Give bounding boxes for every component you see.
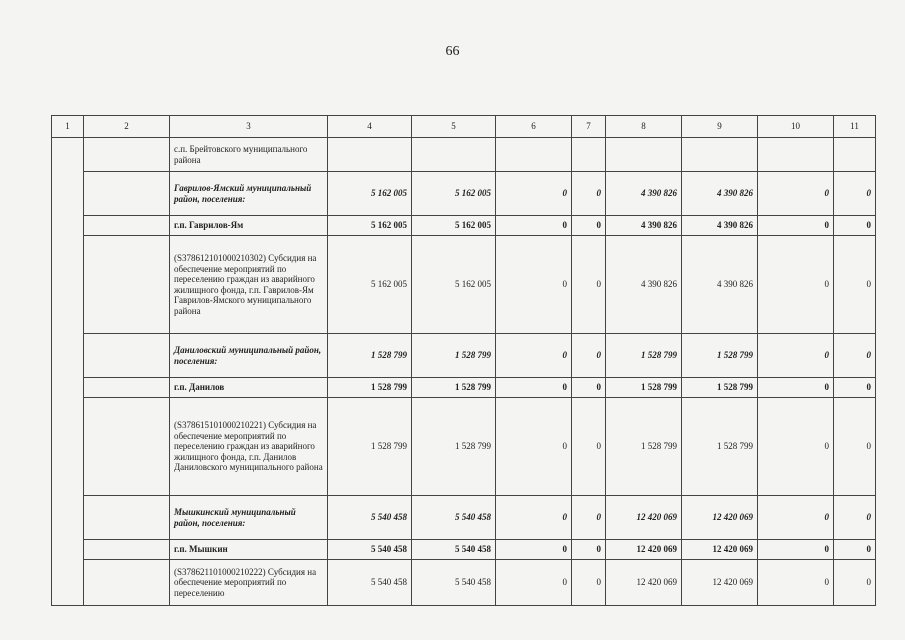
value-cell: 0 <box>834 560 876 606</box>
column-header: 1 <box>52 116 84 138</box>
col2-cell <box>84 496 170 540</box>
value-cell: 4 390 826 <box>682 236 758 334</box>
value-cell: 4 390 826 <box>606 236 682 334</box>
column-header: 5 <box>412 116 496 138</box>
row-name: с.п. Брейтовского муниципального района <box>170 138 328 172</box>
value-cell: 0 <box>758 560 834 606</box>
table-row-district <box>52 172 876 216</box>
value-cell: 0 <box>834 496 876 540</box>
value-cell: 0 <box>496 172 572 216</box>
value-cell: 5 162 005 <box>412 216 496 236</box>
value-cell: 1 528 799 <box>412 378 496 398</box>
col2-cell <box>84 138 170 172</box>
column-header: 4 <box>328 116 412 138</box>
col2-cell <box>84 398 170 496</box>
col2-cell <box>84 236 170 334</box>
value-cell: 5 540 458 <box>412 560 496 606</box>
value-cell: 1 528 799 <box>328 334 412 378</box>
row-name: (S378621101000210222) Субсидия на обеспечение мероприятий по переселению <box>170 560 328 606</box>
value-cell: 0 <box>834 540 876 560</box>
table-row-settlement <box>52 540 876 560</box>
value-cell: 0 <box>572 398 606 496</box>
value-cell: 4 390 826 <box>682 172 758 216</box>
value-cell: 1 528 799 <box>328 378 412 398</box>
table-row-settlement <box>52 378 876 398</box>
value-cell: 1 528 799 <box>328 398 412 496</box>
value-cell: 0 <box>496 398 572 496</box>
value-cell: 5 162 005 <box>328 172 412 216</box>
value-cell <box>606 138 682 172</box>
col2-cell <box>84 216 170 236</box>
col2-cell <box>84 334 170 378</box>
value-cell: 0 <box>758 236 834 334</box>
value-cell <box>572 138 606 172</box>
value-cell: 0 <box>834 236 876 334</box>
value-cell: 0 <box>496 378 572 398</box>
value-cell: 0 <box>496 496 572 540</box>
column-header: 7 <box>572 116 606 138</box>
column-header: 6 <box>496 116 572 138</box>
value-cell: 0 <box>758 378 834 398</box>
value-cell: 0 <box>758 334 834 378</box>
value-cell: 5 540 458 <box>328 560 412 606</box>
value-cell: 5 540 458 <box>412 540 496 560</box>
value-cell: 0 <box>834 334 876 378</box>
value-cell: 1 528 799 <box>606 378 682 398</box>
column-header: 11 <box>834 116 876 138</box>
value-cell: 1 528 799 <box>412 398 496 496</box>
value-cell: 0 <box>572 540 606 560</box>
table-row-subsidy <box>52 236 876 334</box>
value-cell: 0 <box>572 172 606 216</box>
row-name: Мышкинский муниципальный район, поселения: <box>170 496 328 540</box>
value-cell: 0 <box>496 236 572 334</box>
value-cell: 0 <box>758 216 834 236</box>
col2-cell <box>84 540 170 560</box>
value-cell: 0 <box>572 216 606 236</box>
value-cell: 5 540 458 <box>328 540 412 560</box>
value-cell: 1 528 799 <box>606 398 682 496</box>
col2-cell <box>84 172 170 216</box>
value-cell: 1 528 799 <box>682 334 758 378</box>
value-cell: 5 540 458 <box>328 496 412 540</box>
value-cell: 12 420 069 <box>606 496 682 540</box>
value-cell: 5 162 005 <box>328 236 412 334</box>
value-cell: 5 540 458 <box>412 496 496 540</box>
value-cell: 0 <box>572 496 606 540</box>
table-row-subsidy <box>52 398 876 496</box>
value-cell: 0 <box>758 540 834 560</box>
value-cell: 0 <box>572 334 606 378</box>
col2-cell <box>84 378 170 398</box>
value-cell: 12 420 069 <box>682 560 758 606</box>
row-name: (S378615101000210221) Субсидия на обеспечение мероприятий по переселению граждан из аварийного жилищного фонда, г.п. Данилов Даниловского муниципального района <box>170 398 328 496</box>
row-name: г.п. Мышкин <box>170 540 328 560</box>
column-header: 3 <box>170 116 328 138</box>
page-number: 66 <box>445 44 460 59</box>
row-name: Гаврилов-Ямский муниципальный район, поселения: <box>170 172 328 216</box>
value-cell: 0 <box>758 172 834 216</box>
column-header: 9 <box>682 116 758 138</box>
value-cell: 5 162 005 <box>328 216 412 236</box>
value-cell: 1 528 799 <box>682 378 758 398</box>
table-row-subsidy <box>52 560 876 606</box>
value-cell: 12 420 069 <box>682 496 758 540</box>
table-row-district <box>52 496 876 540</box>
value-cell <box>834 138 876 172</box>
value-cell: 0 <box>496 560 572 606</box>
col1-cell <box>52 138 84 606</box>
value-cell: 5 162 005 <box>412 236 496 334</box>
value-cell <box>758 138 834 172</box>
value-cell: 12 420 069 <box>682 540 758 560</box>
value-cell <box>412 138 496 172</box>
value-cell: 5 162 005 <box>412 172 496 216</box>
value-cell: 4 390 826 <box>682 216 758 236</box>
value-cell: 0 <box>834 398 876 496</box>
row-name: г.п. Данилов <box>170 378 328 398</box>
row-name: Даниловский муниципальный район, поселения: <box>170 334 328 378</box>
col2-cell <box>84 560 170 606</box>
value-cell <box>682 138 758 172</box>
value-cell: 0 <box>834 216 876 236</box>
value-cell: 0 <box>834 378 876 398</box>
value-cell: 0 <box>758 398 834 496</box>
value-cell: 4 390 826 <box>606 216 682 236</box>
value-cell: 12 420 069 <box>606 560 682 606</box>
value-cell <box>328 138 412 172</box>
value-cell: 0 <box>496 540 572 560</box>
value-cell: 1 528 799 <box>606 334 682 378</box>
value-cell: 0 <box>572 378 606 398</box>
value-cell: 0 <box>572 560 606 606</box>
table-row-settlement <box>52 216 876 236</box>
value-cell: 12 420 069 <box>606 540 682 560</box>
column-header: 8 <box>606 116 682 138</box>
table-row-district <box>52 334 876 378</box>
value-cell: 0 <box>834 172 876 216</box>
column-header: 10 <box>758 116 834 138</box>
column-number-row <box>52 116 876 138</box>
table-row-continuation <box>52 138 876 172</box>
row-name: г.п. Гаврилов-Ям <box>170 216 328 236</box>
value-cell: 1 528 799 <box>412 334 496 378</box>
value-cell <box>496 138 572 172</box>
value-cell: 4 390 826 <box>606 172 682 216</box>
budget-table <box>51 115 876 606</box>
value-cell: 1 528 799 <box>682 398 758 496</box>
value-cell: 0 <box>572 236 606 334</box>
column-header: 2 <box>84 116 170 138</box>
value-cell: 0 <box>496 334 572 378</box>
table-body <box>52 138 876 606</box>
row-name: (S378612101000210302) Субсидия на обеспечение мероприятий по переселению граждан из аварийного жилищного фонда, г.п. Гаврилов-Ям Гаврилов-Ямского муниципального района <box>170 236 328 334</box>
value-cell: 0 <box>758 496 834 540</box>
value-cell: 0 <box>496 216 572 236</box>
